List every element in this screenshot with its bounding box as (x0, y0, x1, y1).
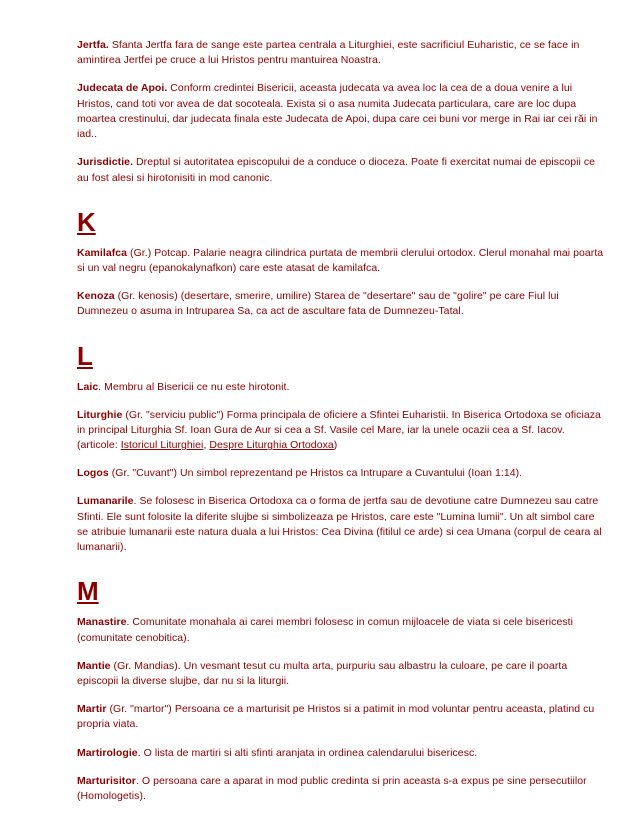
entry-martirologie (77, 746, 605, 761)
entry-text: . Se folosesc in Biserica Ortodoxa ca o forma de jertfa sau de devotiune catre Dumnezeu sau catre Sfinti. Ele sunt folosite la diferite slujbe si simbolizeaza pe Hristos, care este "Lumina lumii". Un alt simbol care se atribuie lumanarii este natura duala a lui Hristos: Cea Divina (fitilul ce arde) si cea Umana (corpul de ceara al lumanarii). (77, 495, 602, 554)
entry-text: Sfanta Jertfa fara de sange este partea centrala a Liturghiei, este sacrificiul Euharistic, ce se face in amintirea Jertfei pe cruce a lui Hristos pentru mantuirea Noastra. (77, 39, 580, 67)
entry-manastire (77, 615, 605, 646)
entry-text: (Gr. kenosis) (desertare, smerire, umilire) Starea de "desertare" sau de "golire" pe care Fiul lui Dumnezeu o asuma in Intruparea Sa, ca act de ascultare fata de Dumnezeu-Tatal. (77, 290, 559, 318)
glossary-page (77, 38, 605, 817)
entry-term: Marturisitor (77, 774, 136, 787)
entry-text: (Gr. "serviciu public") Forma principala de oficiere a Sfintei Euharistii. In Biserica Ortodoxa se oficiaza in principal Liturghia Sf. Ioan Gura de Aur si cea a Sf. Vasile cel Mare, iar la unele ocazii cea a Sf. Iacov.(articole: (77, 408, 601, 452)
entry-text: (Gr. Mandias). Un vesmant tesut cu multa arta, purpuriu sau albastru la culoare, pe care il poarta episcopii la diverse slujbe, dar nu si la liturgii. (77, 659, 568, 688)
entry-marturisitor (77, 774, 605, 805)
entry-laic (77, 380, 605, 395)
entry-term: Kamilafca (77, 246, 128, 259)
entry-liturghie (77, 408, 605, 454)
entry-mantie (77, 659, 605, 690)
entry-martir (77, 702, 605, 733)
entry-text: (Gr.) Potcap. Palarie neagra cilindrica purtata de membrii clerului ortodox. Clerul monahal mai poarta si un val negru (epanokalynafkon) care este atasat de kamilafca. (77, 246, 604, 275)
entry-term: Mantie (77, 659, 111, 672)
entry-text: . Membru al Bisericii ce nu este hirotonit. (98, 380, 290, 393)
section-heading-l: L (77, 340, 93, 371)
entry-text: . Comunitate monahala ai carei membri folosesc in comun mijloacele de viata si cele bisericesti (comunitate cenobitica). (77, 616, 573, 644)
entry-term: Lumanarile (77, 495, 134, 508)
entry-term: Martirologie (77, 746, 138, 759)
entry-text: Conform credintei Bisericii, aceasta judecata va avea loc la cea de a doua venire a lui Hristos, cand toti vor avea de dat socoteala. Exista si o asa numita Judecata particulara, care are loc dupa moartea crestinului, dar judecata finala este Judecata de Apoi, dupa care cei buni vor merge in Rai iar cei răi in iad.. (77, 82, 598, 141)
section-heading-m: M (77, 576, 99, 607)
entry-text: (Gr. "martor") Persoana ce a marturisit pe Hristos si a patimit in mod voluntar pentru aceasta, platind cu propria viata. (77, 703, 595, 731)
entry-text: Dreptul si autoritatea episcopului de a conduce o dioceza. Poate fi exercitat numai de episcopii ce au fost alesi si hirotonisiti in mod canonic. (77, 156, 596, 184)
entry-term: Logos (77, 467, 109, 480)
entry-kenoza (77, 289, 605, 320)
entry-term: Jertfa. (77, 39, 109, 51)
entry-text-close: ) (333, 439, 338, 452)
link-separator: , (203, 439, 210, 452)
section-heading-k: K (77, 206, 96, 237)
link-istoricul-liturghiei[interactable]: Istoricul Liturghiei (120, 439, 204, 452)
entry-judecata-de-apoi (77, 81, 605, 142)
entry-kamilafca (77, 246, 605, 277)
entry-jertfa (77, 38, 605, 69)
entry-term: Liturghie (77, 408, 123, 421)
entry-text: . O persoana care a aparat in mod public credinta si prin aceasta s-a expus pe sine persecutiilor (Homologetis). (77, 774, 587, 802)
entry-term: Kenoza (77, 290, 115, 303)
entry-lumanarile (77, 494, 605, 555)
entry-term: Laic (77, 380, 99, 393)
entry-logos (77, 466, 605, 481)
link-despre-liturghia-ortodoxa[interactable]: Despre Liturghia Ortodoxa (209, 439, 334, 452)
entry-term: Jurisdictie. (77, 156, 134, 169)
entry-term: Manastire (77, 616, 127, 629)
entry-text: (Gr. "Cuvant") Un simbol reprezentand pe Hristos ca Intrupare a Cuvantului (Ioan 1:14). (108, 467, 523, 480)
entry-term: Martir (77, 703, 107, 716)
entry-term: Judecata de Apoi. (77, 82, 168, 95)
entry-jurisdictie (77, 155, 605, 186)
entry-text: . O lista de martiri si alti sfinti aranjata in ordinea calendarului bisericesc. (137, 746, 478, 759)
